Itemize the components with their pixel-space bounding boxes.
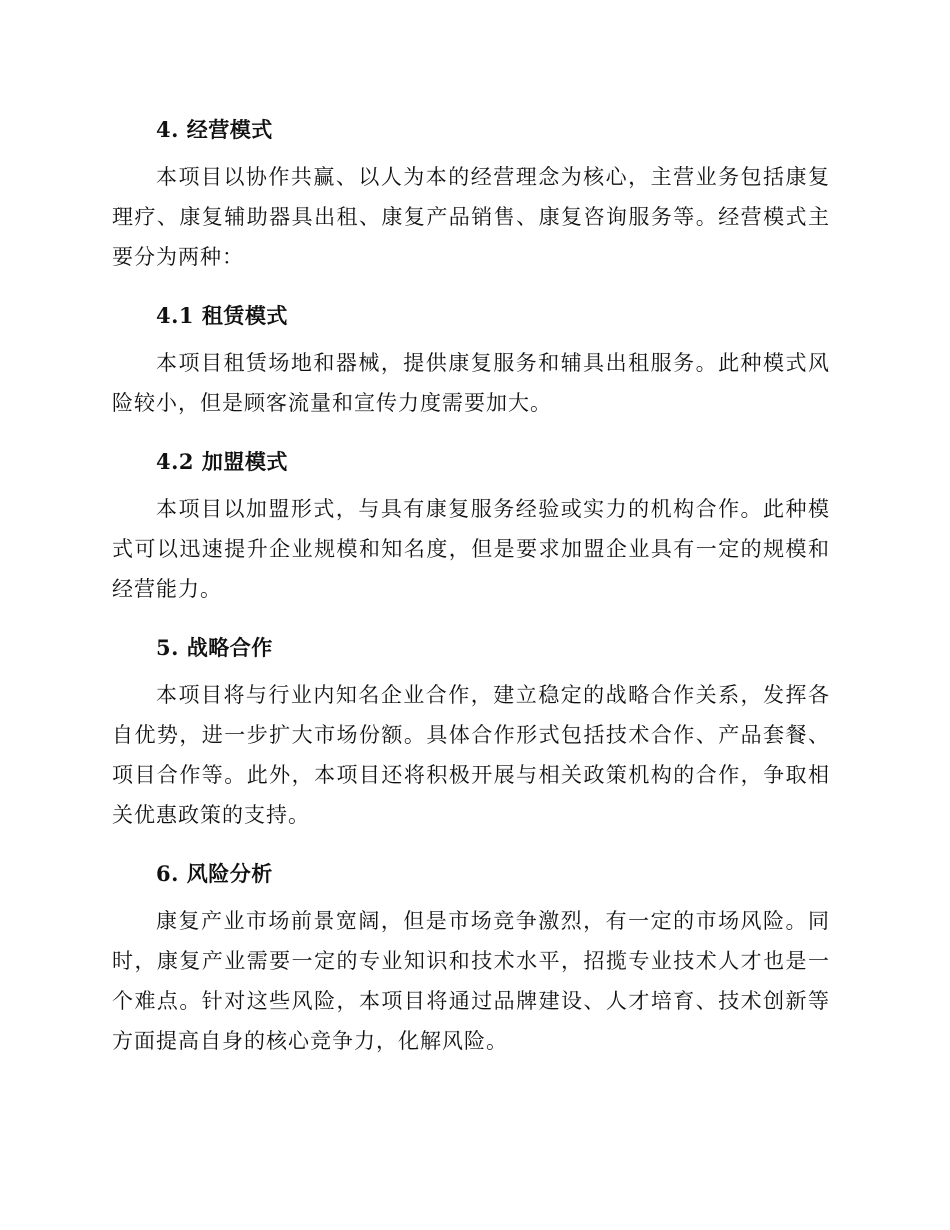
section-paragraph-business-model: 本项目以协作共赢、以人为本的经营理念为核心，主营业务包括康复理疗、康复辅助器具出租、康复产品销售、康复咨询服务等。经营模式主要分为两种： xyxy=(112,165,830,269)
section-heading-leasing-model: 4.1 租赁模式 xyxy=(156,303,288,328)
section-heading-business-model: 4. 经营模式 xyxy=(156,117,273,142)
section-heading-risk-analysis: 6. 风险分析 xyxy=(156,861,273,886)
section-paragraph-leasing-model: 本项目租赁场地和器械，提供康复服务和辅具出租服务。此种模式风险较小，但是顾客流量和宣传力度需要加大。 xyxy=(112,351,830,415)
section-paragraph-strategic-cooperation: 本项目将与行业内知名企业合作，建立稳定的战略合作关系，发挥各自优势，进一步扩大市场份额。具体合作形式包括技术合作、产品套餐、项目合作等。此外，本项目还将积极开展与相关政策机构的合作，争取相关优惠政策的支持。 xyxy=(112,683,830,827)
section-heading-strategic-cooperation: 5. 战略合作 xyxy=(156,635,273,660)
section-heading-franchise-model: 4.2 加盟模式 xyxy=(156,449,288,474)
section-paragraph-franchise-model: 本项目以加盟形式，与具有康复服务经验或实力的机构合作。此种模式可以迅速提升企业规模和知名度，但是要求加盟企业具有一定的规模和经营能力。 xyxy=(112,497,830,601)
section-paragraph-risk-analysis: 康复产业市场前景宽阔，但是市场竞争激烈，有一定的市场风险。同时，康复产业需要一定的专业知识和技术水平，招揽专业技术人才也是一个难点。针对这些风险，本项目将通过品牌建设、人才培育、技术创新等方面提高自身的核心竞争力，化解风险。 xyxy=(112,909,830,1053)
